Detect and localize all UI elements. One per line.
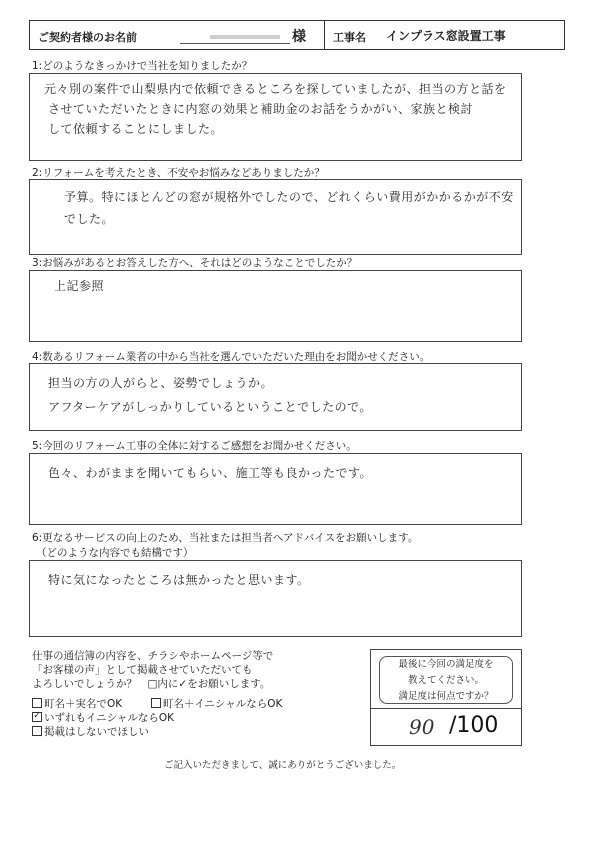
question-2-label: 2:リフォームを考えたとき、不安やお悩みなどありましたか？ (32, 167, 325, 179)
answer-box-1 (29, 73, 522, 161)
question-3-label: 3:お悩みがあるとお答えした方へ、それはどのようなことでしたか？ (32, 257, 358, 269)
satisfaction-score-value: 90 (409, 715, 435, 739)
redacted-name (210, 35, 280, 39)
project-label: 工事名 (333, 31, 366, 44)
satisfaction-score (371, 708, 521, 746)
thank-you-note: ご記入いただきまして、誠にありがとうございました。 (164, 760, 402, 771)
header-divider (324, 21, 325, 49)
satisfaction-prompt-line-2: 教えてください。 (407, 675, 484, 686)
satisfaction-prompt-line-1: 最後に今回の満足度を (398, 659, 494, 670)
answer-4-line-1: 担当の方の人がらと、姿勢でしょうか。 (48, 376, 274, 390)
answer-5-line-1: 色々、わがままを聞いてもらい、施工等も良かったです。 (48, 466, 373, 480)
answer-box-5 (29, 453, 522, 525)
satisfaction-prompt (379, 656, 513, 704)
consent-option-row-3 (32, 724, 149, 739)
option-real-name: 町名＋実名でOK (44, 698, 123, 710)
checkbox-initial-only[interactable]: ✓ (33, 711, 41, 721)
honorific: 様 (292, 29, 306, 45)
name-underline (180, 43, 290, 44)
project-name: インプラス窓設置工事 (386, 29, 506, 43)
satisfaction-prompt-line-3: 満足度は何点ですか？ (398, 691, 494, 702)
answer-4-line-2: アフターケアがしっかりしているということでしたので。 (48, 400, 372, 414)
consent-line-1: 仕事の通信簿の内容を、チラシやホームページ等で (32, 650, 274, 662)
checkbox-real-name[interactable] (32, 698, 42, 708)
answer-3-line-1: 上記参照 (54, 279, 105, 293)
answer-box-2 (29, 179, 522, 255)
answer-1-line-2: させていただいたときに内窓の効果と補助金のお話をうかがい、家族と検討 (48, 102, 474, 116)
answer-6-line-1: 特に気になったところは無かったと思います。 (48, 573, 310, 587)
question-6-label: 6:更なるサービスの向上のため、当社または担当者へアドバイスをお願いします。 (32, 532, 419, 544)
answer-box-3 (29, 270, 522, 342)
answer-box-6 (29, 560, 522, 637)
answer-box-4 (29, 363, 522, 431)
question-4-label: 4:数あるリフォーム業者の中から当社を選んでいただいた理由をお聞かせください。 (32, 351, 431, 363)
option-initial-town: 町名＋イニシャルならOK (162, 698, 283, 710)
checkbox-no-publish[interactable] (32, 726, 42, 736)
header-box (29, 20, 565, 50)
customer-name-label: ご契約者様のお名前 (38, 31, 137, 44)
consent-option-row-1 (32, 696, 282, 711)
question-1-label: 1:どのようなきっかけで当社を知りましたか？ (32, 60, 253, 72)
consent-option-row-2 (32, 710, 174, 725)
consent-line-3: よろしいでしょうか？ □内に✓をお願いします。 (32, 678, 271, 690)
answer-1-line-1: 元々別の案件で山梨県内で依頼できるところを探していましたが、担当の方と話を (44, 82, 507, 96)
answer-2-line-2: でした。 (64, 212, 115, 226)
option-no-publish: 掲載はしないでほしい (44, 726, 149, 738)
answer-1-line-3: して依頼することにしました。 (48, 122, 224, 136)
consent-line-2: 「お客様の声」として掲載させていただいても (32, 664, 253, 676)
satisfaction-score-max: /100 (449, 713, 499, 738)
checkbox-initial-town[interactable] (151, 698, 161, 708)
option-initial-only: いずれもイニシャルならOK (44, 712, 175, 724)
answer-2-line-1: 予算。特にほとんどの窓が規格外でしたので、どれくらい費用がかかるかが不安 (64, 190, 514, 204)
question-6-sublabel: （どのような内容でも結構です） (36, 547, 194, 559)
satisfaction-box (370, 649, 522, 746)
question-5-label: 5:今回のリフォーム工事の全体に対するご感想をお聞かせください。 (32, 440, 357, 452)
